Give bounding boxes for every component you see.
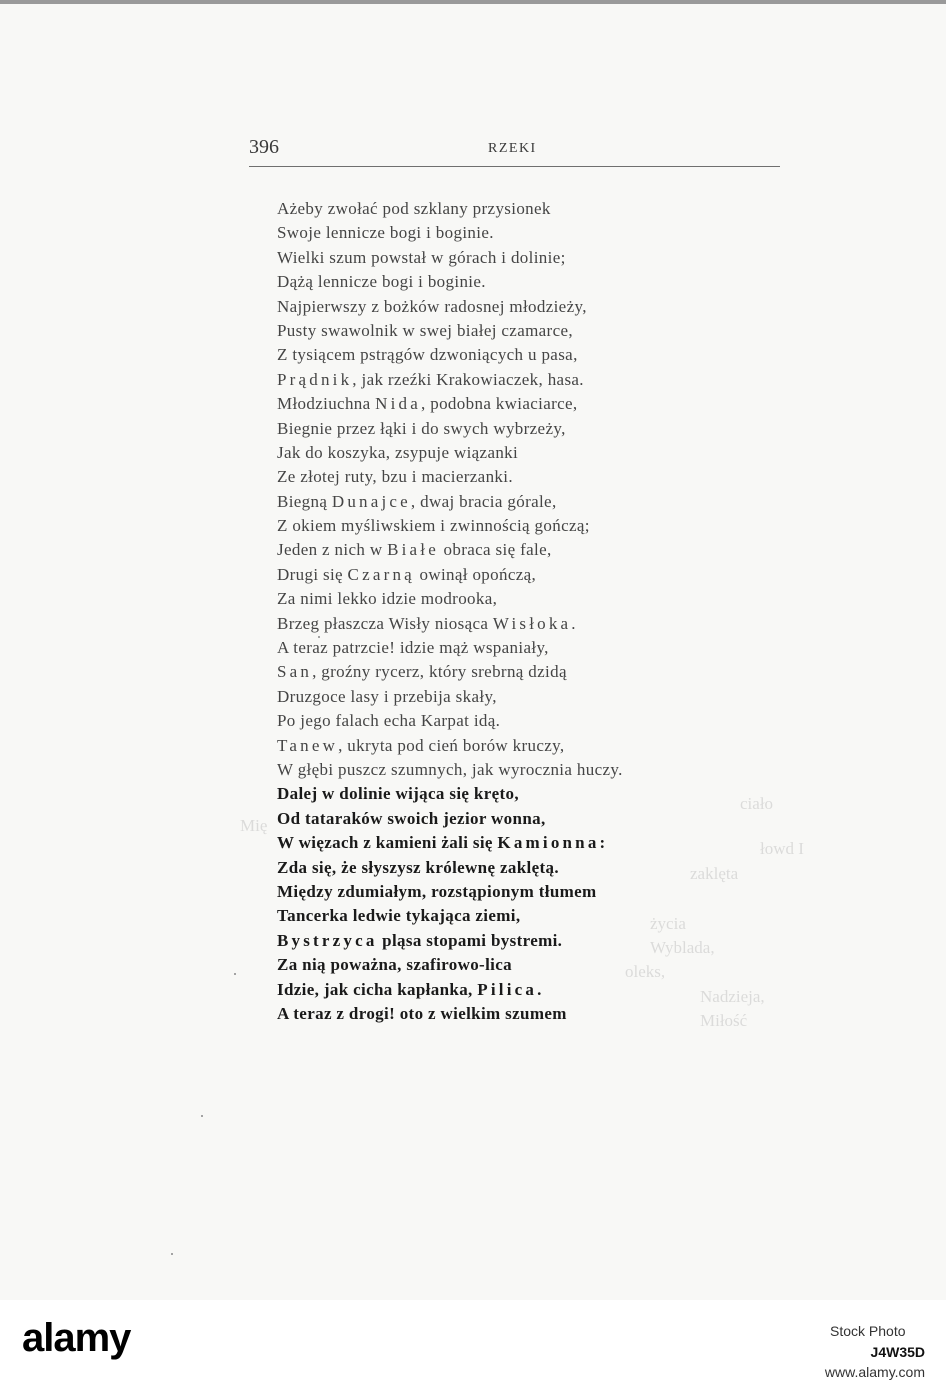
show-through-mark: Miłość <box>700 1011 748 1030</box>
poem-line: Wielki szum powstał w górach i dolinie; <box>277 247 566 267</box>
poem-line: Za nią poważna, szafirowo-lica <box>277 955 512 975</box>
paper-speck <box>201 1115 203 1117</box>
paper-speck <box>318 636 320 638</box>
paper-speck <box>171 1253 173 1255</box>
poem-line: Swoje lennicze bogi i boginie. <box>277 223 494 243</box>
show-through-mark: Nadzieja, <box>700 987 765 1006</box>
poem-line: Dalej w dolinie wijąca się kręto, <box>277 784 519 804</box>
show-through-mark: oleks, <box>625 962 666 981</box>
poem-line: Tanew, ukryta pod cień borów kruczy, <box>277 735 565 755</box>
poem-line: Prądnik, jak rzeźki Krakowiaczek, hasa. <box>277 369 584 389</box>
header-rule <box>249 166 780 167</box>
poem-line: W głębi puszcz szumnych, jak wyrocznia huczy. <box>277 759 623 779</box>
show-through-mark: ciało <box>740 794 774 813</box>
poem-text <box>277 197 623 1026</box>
poem-line: Dążą lennicze bogi i boginie. <box>277 272 486 292</box>
poem-line: Zda się, że słyszysz królewnę zaklętą. <box>277 857 559 877</box>
poem-line: Brzeg płaszcza Wisły niosąca Wisłoka. <box>277 613 576 633</box>
watermark-image-id: J4W35D <box>870 1344 925 1360</box>
show-through-mark: łowd I <box>760 839 804 858</box>
show-through-mark: Wyblada, <box>650 938 715 957</box>
poem-line: Jeden z nich w Białe obraca się fale, <box>277 540 552 560</box>
poem-line: A teraz patrzcie! idzie mąż wspaniały, <box>277 638 549 658</box>
poem-line: Drugi się Czarną owinął opończą, <box>277 564 537 584</box>
poem-line: Młodziuchna Nida, podobna kwiaciarce, <box>277 394 578 414</box>
poem-line: W więzach z kamieni żali się Kamionna: <box>277 833 606 853</box>
watermark-url: www.alamy.com <box>824 1364 925 1380</box>
watermark-label: Stock Photo <box>830 1323 906 1339</box>
poem-line: Po jego falach echa Karpat idą. <box>277 711 501 731</box>
poem-line: Jak do koszyka, zsypuje wiązanki <box>277 442 519 462</box>
poem-line: Druzgoce lasy i przebija skały, <box>277 686 497 706</box>
poem-line: Od tataraków swoich jezior wonna, <box>277 808 546 828</box>
poem-line: Najpierwszy z bożków radosnej młodzieży, <box>277 296 587 316</box>
poem-line: Z okiem myśliwskiem i zwinnością gończą; <box>277 516 590 536</box>
poem-line: Ażeby zwołać pod szklany przysionek <box>277 199 551 218</box>
poem-line: Między zdumiałym, rozstąpionym tłumem <box>277 881 597 901</box>
poem-line: Ze złotej ruty, bzu i macierzanki. <box>277 467 513 487</box>
poem-line: Pusty swawolnik w swej białej czamarce, <box>277 320 573 340</box>
poem-line: Za nimi lekko idzie modrooka, <box>277 589 498 609</box>
alamy-logo: alamy <box>22 1316 131 1360</box>
poem-line: Bystrzyca pląsa stopami bystremi. <box>277 930 563 950</box>
poem-line: Biegną Dunajce, dwaj bracia górale, <box>277 491 557 511</box>
poem-line: Z tysiącem pstrągów dzwoniących u pasa, <box>277 345 578 365</box>
show-through-mark: zaklęta <box>690 864 739 883</box>
poem-line: San, groźny rycerz, który srebrną dzidą <box>277 662 567 682</box>
show-through-mark: Mię <box>240 816 268 835</box>
poem-line: Biegnie przez łąki i do swych wybrzeży, <box>277 418 566 438</box>
paper-speck <box>234 973 236 975</box>
poem-line: Idzie, jak cicha kapłanka, Pilica. <box>277 979 542 999</box>
running-head: RZEKI <box>488 141 537 156</box>
page-number: 396 <box>249 136 279 158</box>
show-through-mark: życia <box>650 914 686 933</box>
poem-line: A teraz z drogi! oto z wielkim szumem <box>277 1003 567 1023</box>
poem-line: Tancerka ledwie tykająca ziemi, <box>277 906 521 926</box>
